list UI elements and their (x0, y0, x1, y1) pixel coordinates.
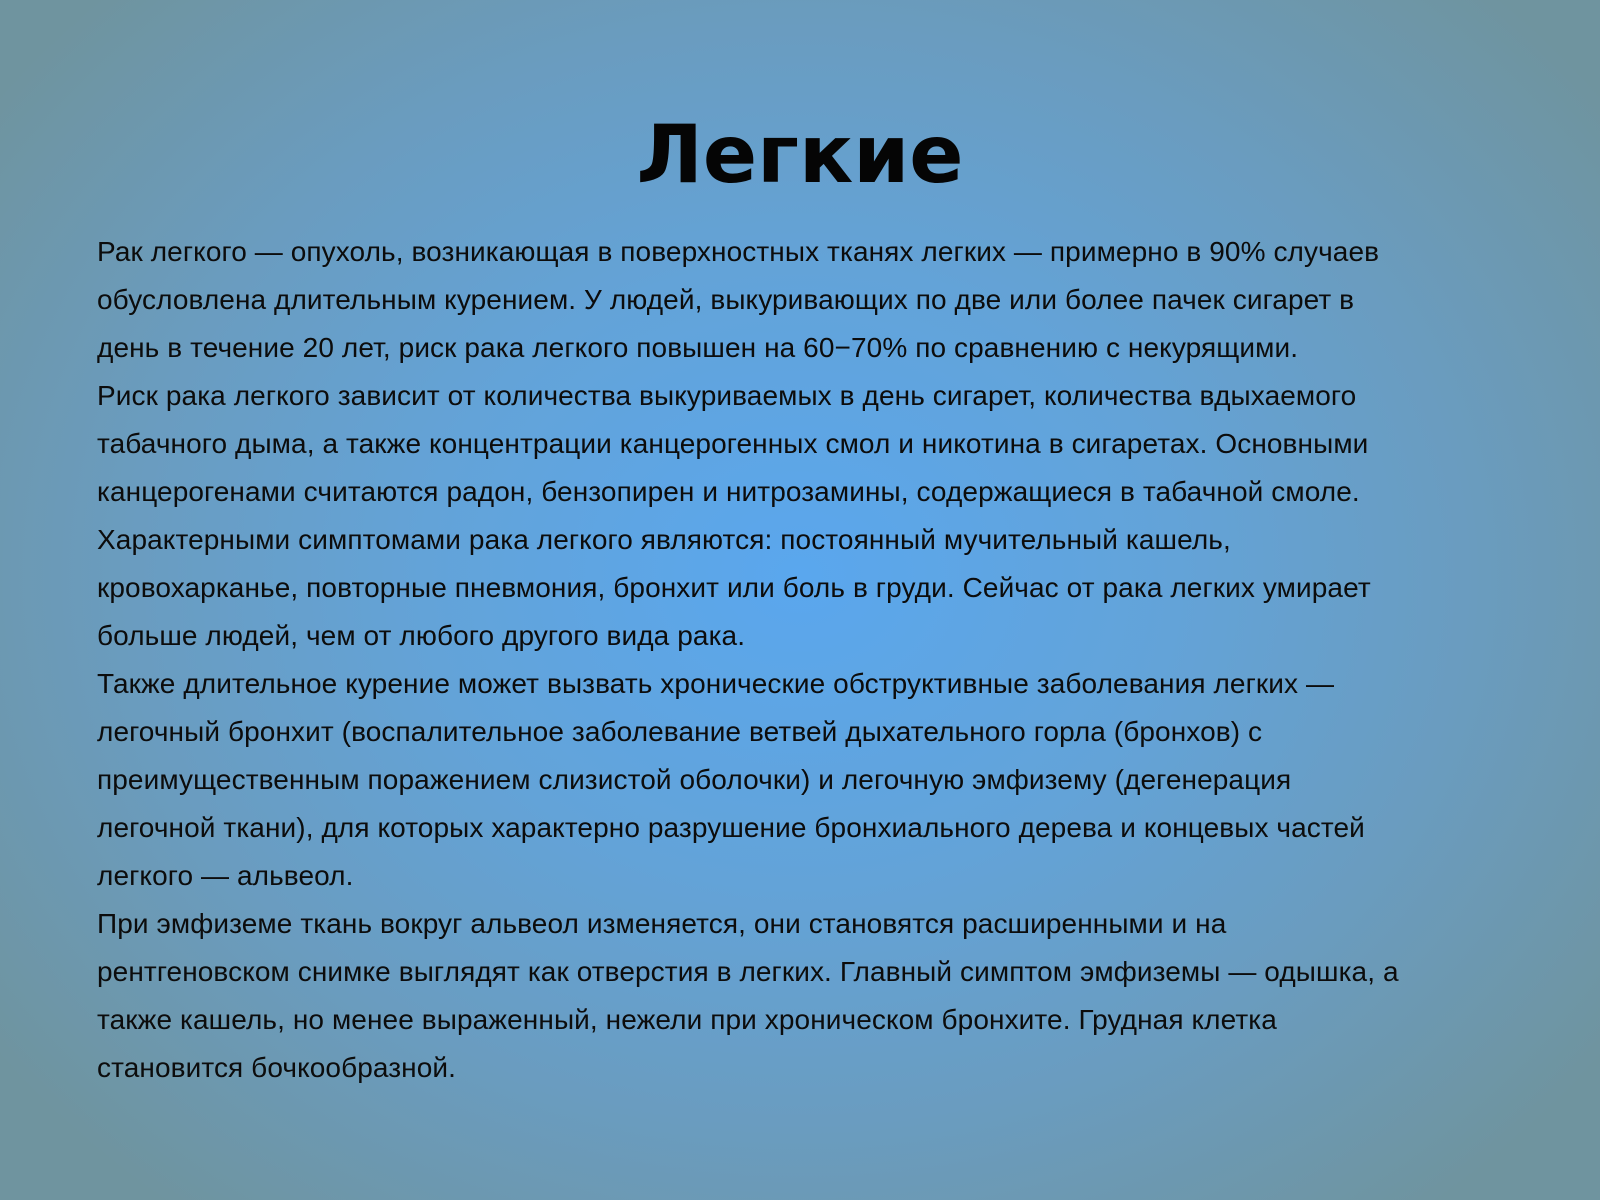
body-line: Рак легкого — опухоль, возникающая в поверхностных тканях легких — примерно в 90% случаев (97, 236, 1380, 267)
body-line: становится бочкообразной. (97, 1052, 457, 1083)
slide-title: Легкие (636, 108, 964, 201)
body-line: При эмфиземе ткань вокруг альвеол изменяется, они становятся расширенными и на (97, 908, 1227, 939)
body-line: Также длительное курение может вызвать хронические обструктивные заболевания легких — (97, 668, 1335, 699)
body-line: кровохарканье, повторные пневмония, бронхит или боль в груди. Сейчас от рака легких умирает (97, 572, 1371, 603)
slide-body (97, 228, 1517, 1092)
body-line: легочный бронхит (воспалительное заболевание ветвей дыхательного горла (бронхов) с (97, 716, 1263, 747)
body-line: табачного дыма, а также концентрации канцерогенных смол и никотина в сигаретах. Основными (97, 428, 1369, 459)
body-line: также кашель, но менее выраженный, нежели при хроническом бронхите. Грудная клетка (97, 1004, 1277, 1035)
body-line: больше людей, чем от любого другого вида рака. (97, 620, 746, 651)
body-line: рентгеновском снимке выглядят как отверстия в легких. Главный симптом эмфиземы — одышка, а (97, 956, 1399, 987)
body-line: обусловлена длительным курением. У людей, выкуривающих по две или более пачек сигарет в (97, 284, 1355, 315)
body-line: Характерными симптомами рака легкого являются: постоянный мучительный кашель, (97, 524, 1231, 555)
body-line: легкого — альвеол. (97, 860, 354, 891)
body-line: день в течение 20 лет, риск рака легкого повышен на 60−70% по сравнению с некурящими. (97, 332, 1299, 363)
body-line: канцерогенами считаются радон, бензопирен и нитрозамины, содержащиеся в табачной смоле. (97, 476, 1360, 507)
body-line: легочной ткани), для которых характерно разрушение бронхиального дерева и концевых частей (97, 812, 1365, 843)
body-line: преимущественным поражением слизистой оболочки) и легочную эмфизему (дегенерация (97, 764, 1292, 795)
body-line: Риск рака легкого зависит от количества выкуриваемых в день сигарет, количества вдыхаемого (97, 380, 1357, 411)
